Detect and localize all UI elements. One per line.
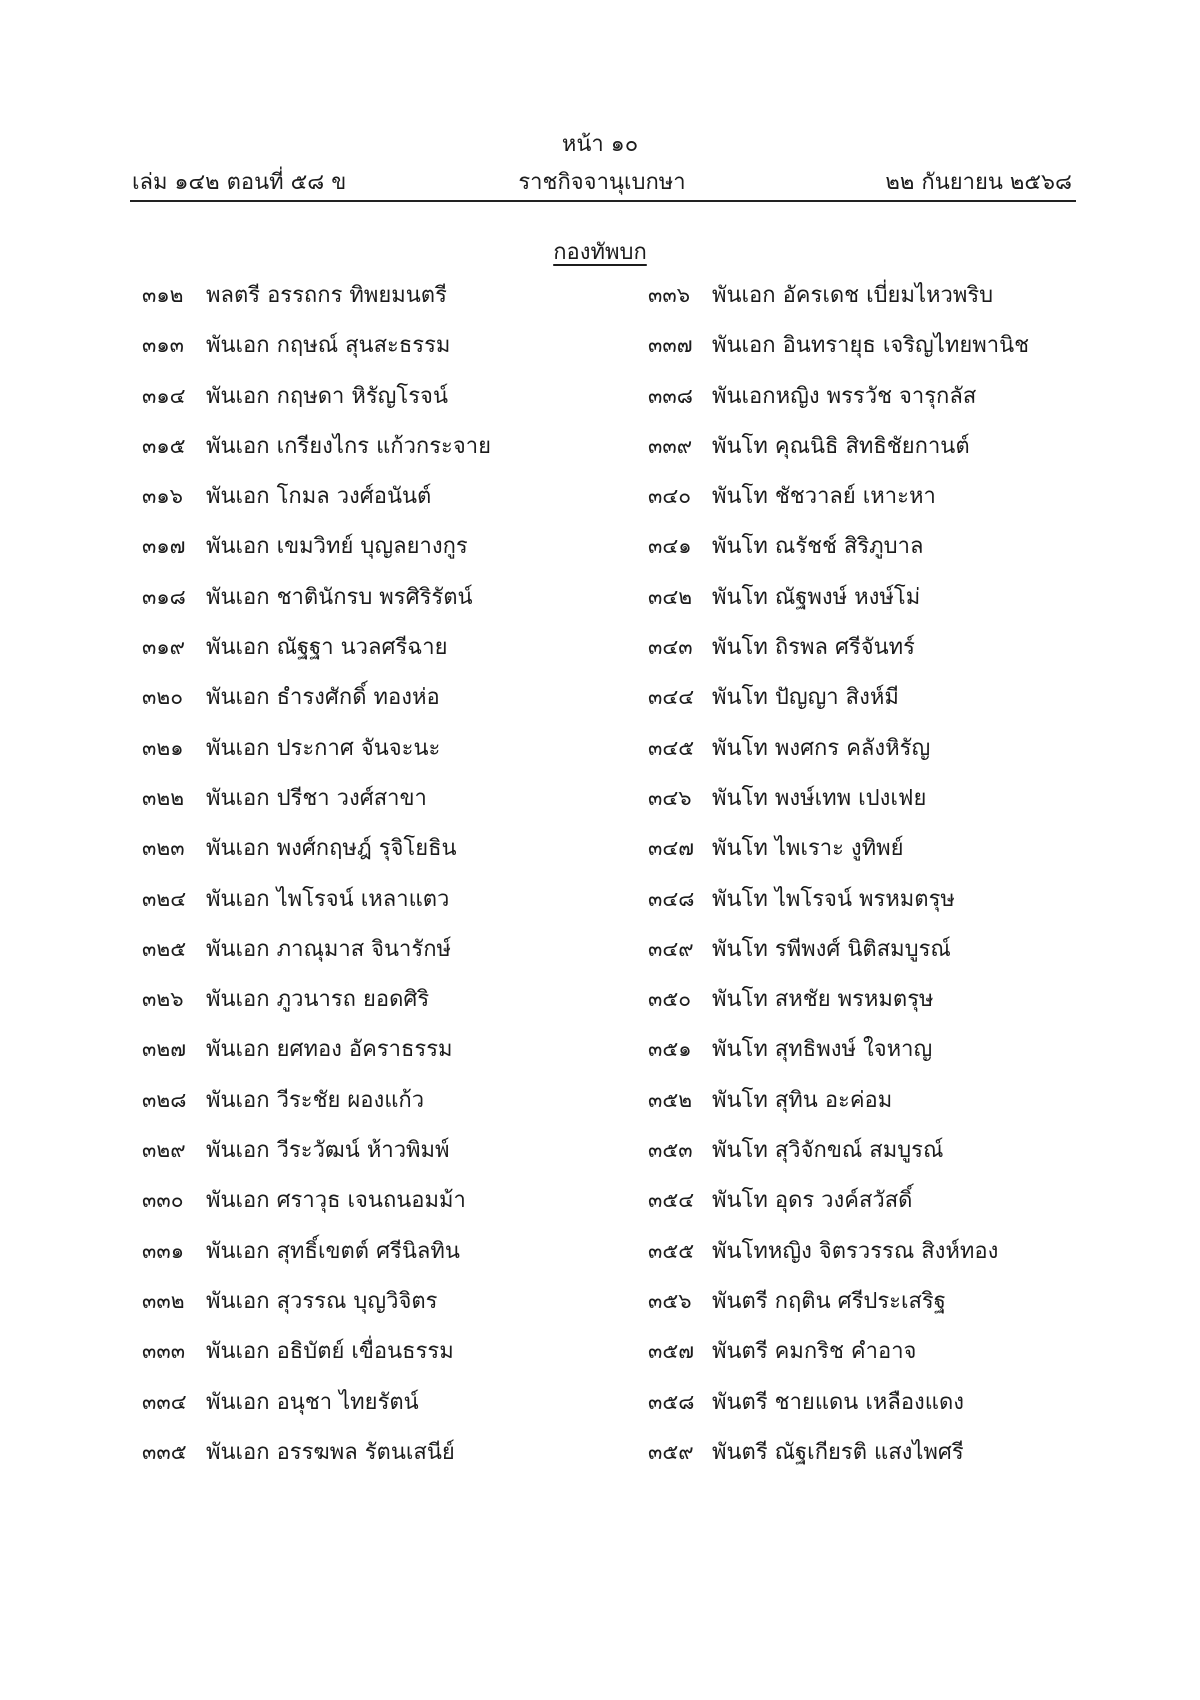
person-name: พันตรี ชายแดน เหลืองแดง [712,1389,964,1415]
item-number: ๓๕๗ [648,1339,695,1364]
gazette-header [132,164,1072,198]
list-item [142,1133,602,1183]
item-number: ๓๕๑ [648,1037,692,1062]
person-name: พันเอก ณัฐฐา นวลศรีฉาย [206,635,448,661]
item-number: ๓๔๑ [648,534,692,559]
person-name: พันตรี ณัฐเกียรติ แสงไพศรี [712,1439,964,1465]
person-name: พันโท พงศกร คลังหิรัญ [712,735,931,761]
person-name: พันเอก พงศ์กฤษฎ์ รุจิโยธิน [206,836,457,862]
person-name: พันเอก ไพโรจน์ เหลาแตว [206,886,450,912]
list-item [648,1183,1088,1233]
item-number: ๓๔๗ [648,836,695,861]
person-name: พันเอก วีระวัฒน์ ห้าวพิมพ์ [206,1138,450,1164]
person-name: พันเอก สุทธิ์เขตต์ ศรีนิลทิน [206,1238,460,1264]
list-item [142,580,602,630]
list-item [648,831,1088,881]
item-number: ๓๕๘ [648,1389,695,1414]
item-number: ๓๕๒ [648,1087,693,1112]
list-item [648,982,1088,1032]
person-name: พันโท ปัญญา สิงห์มี [712,685,899,711]
person-name: พันเอก เกรียงไกร แก้วกระจาย [206,433,492,459]
person-name: พันเอก ธำรงศักดิ์ ทองห่อ [206,685,440,711]
item-number: ๓๒๖ [142,987,184,1012]
person-name: พันเอก ศราวุธ เจนถนอมม้า [206,1188,466,1214]
list-item [142,680,602,730]
person-name: พันโท สุทธิพงษ์ ใจหาญ [712,1037,933,1063]
item-number: ๓๕๙ [648,1439,694,1464]
list-item [142,1334,602,1384]
list-item [142,529,602,579]
list-item [142,1234,602,1284]
name-list-right [648,278,1088,1485]
list-item [648,731,1088,781]
person-name: พันโท สหชัย พรหมตรุษ [712,987,934,1013]
list-item [142,328,602,378]
item-number: ๓๒๕ [142,936,187,961]
list-item [142,781,602,831]
person-name: พันตรี กฤติน ศรีประเสริฐ [712,1288,946,1314]
list-item [648,1435,1088,1485]
item-number: ๓๓๑ [142,1238,185,1263]
name-list-left [142,278,602,1485]
item-number: ๓๔๔ [648,685,695,710]
list-item [648,278,1088,328]
list-item [648,429,1088,479]
item-number: ๓๒๙ [142,1138,186,1163]
list-item [142,278,602,328]
item-number: ๓๓๒ [142,1288,185,1313]
item-number: ๓๓๘ [648,383,693,408]
person-name: พันตรี คมกริช คำอาจ [712,1339,917,1365]
person-name: พันเอก สุวรรณ บุญวิจิตร [206,1288,438,1314]
person-name: พันเอก กฤษณ์ สุนสะธรรม [206,333,451,359]
item-number: ๓๔๘ [648,886,695,911]
item-number: ๓๕๕ [648,1238,695,1263]
list-item [142,379,602,429]
person-name: พันเอก โกมล วงศ์อนันต์ [206,484,432,510]
item-number: ๓๔๖ [648,785,692,810]
person-name: พันเอก อธิบัตย์ เขื่อนธรรม [206,1339,454,1365]
person-name: พันเอก ภูวนารถ ยอดศิริ [206,987,430,1013]
person-name: พันโท ไพเราะ งูทิพย์ [712,836,904,862]
person-name: พันเอก วีระชัย ผองแก้ว [206,1087,425,1113]
list-item [648,479,1088,529]
list-item [648,1234,1088,1284]
item-number: ๓๓๓ [142,1339,186,1364]
gazette-title: ราชกิจจานุเบกษา [518,170,686,195]
list-item [142,630,602,680]
item-number: ๓๒๗ [142,1037,186,1062]
person-name: พันเอก กฤษดา หิรัญโรจน์ [206,383,448,409]
person-name: พันโท สุทิน อะค่อม [712,1087,893,1113]
item-number: ๓๒๐ [142,685,184,710]
person-name: พันโท ไพโรจน์ พรหมตรุษ [712,886,955,912]
person-name: พันเอก ภาณุมาส จินารักษ์ [206,936,452,962]
person-name: พันโท พงษ์เทพ เปงเฟย [712,785,927,811]
item-number: ๓๕๔ [648,1188,695,1213]
list-item [648,1385,1088,1435]
list-item [142,1083,602,1133]
list-item [648,1083,1088,1133]
list-item [648,1334,1088,1384]
person-name: พันเอก อรรฆพล รัตนเสนีย์ [206,1439,455,1465]
item-number: ๓๓๖ [648,283,691,307]
item-number: ๓๓๔ [142,1389,187,1414]
item-number: ๓๒๘ [142,1087,187,1112]
list-item [142,429,602,479]
item-number: ๓๕๓ [648,1138,693,1163]
list-item [648,1032,1088,1082]
person-name: พันโท ชัชวาลย์ เหาะหา [712,484,936,510]
person-name: พันโท ณรัชช์ สิริภูบาล [712,534,924,560]
item-number: ๓๔๒ [648,584,693,609]
person-name: พันเอก ยศทอง อัคราธรรม [206,1037,453,1063]
person-name: พันโท คุณนิธิ สิทธิชัยกานต์ [712,433,970,459]
person-name: พันเอก อินทรายุธ เจริญไทยพานิช [712,333,1030,359]
item-number: ๓๑๙ [142,635,186,660]
person-name: พลตรี อรรถกร ทิพยมนตรี [206,283,447,308]
person-name: พันเอก เขมวิทย์ บุญลยางกูร [206,534,468,560]
item-number: ๓๓๕ [142,1439,187,1464]
item-number: ๓๑๔ [142,383,186,408]
item-number: ๓๑๗ [142,534,186,559]
list-item [142,1183,602,1233]
list-item [648,882,1088,932]
list-item [648,932,1088,982]
list-item [648,379,1088,429]
volume-issue: เล่ม ๑๔๒ ตอนที่ ๕๘ ข [132,170,347,195]
item-number: ๓๔๕ [648,735,695,760]
item-number: ๓๓๙ [648,433,693,458]
person-name: พันโทหญิง จิตรวรรณ สิงห์ทอง [712,1238,999,1264]
list-item [648,529,1088,579]
person-name: พันเอก อนุชา ไทยรัตน์ [206,1389,419,1415]
person-name: พันเอก ปรีชา วงศ์สาขา [206,785,427,811]
item-number: ๓๑๒ [142,283,184,307]
item-number: ๓๔๙ [648,936,694,961]
list-item [648,1133,1088,1183]
list-item [142,1385,602,1435]
item-number: ๓๕๖ [648,1288,692,1313]
item-number: ๓๔๓ [648,635,693,660]
publication-date: ๒๒ กันยายน ๒๕๖๘ [885,170,1072,195]
item-number: ๓๕๐ [648,987,692,1012]
person-name: พันโท สุวิจักขณ์ สมบูรณ์ [712,1138,944,1164]
list-item [142,1284,602,1334]
list-item [142,831,602,881]
person-name: พันเอก อัครเดช เบี่ยมไหวพริบ [712,283,994,308]
list-item [648,680,1088,730]
list-item [648,580,1088,630]
list-item [142,731,602,781]
list-item [648,1284,1088,1334]
list-item [142,932,602,982]
item-number: ๓๑๕ [142,433,186,458]
person-name: พันเอก ชาตินักรบ พรศิริรัตน์ [206,584,473,610]
person-name: พันโท รพีพงศ์ นิติสมบูรณ์ [712,936,951,962]
list-item [142,479,602,529]
item-number: ๓๑๖ [142,484,184,509]
list-item [142,1032,602,1082]
list-item [142,882,602,932]
item-number: ๓๒๑ [142,735,184,760]
list-item [142,982,602,1032]
person-name: พันเอกหญิง พรรวัช จารุกลัส [712,383,977,409]
item-number: ๓๓๐ [142,1188,184,1213]
list-item [648,781,1088,831]
header-divider [130,200,1076,202]
list-item [142,1435,602,1485]
section-title: กองทัพบก [553,240,647,265]
person-name: พันโท อุดร วงค์สวัสดิ์ [712,1188,913,1214]
item-number: ๓๒๒ [142,785,185,810]
item-number: ๓๒๔ [142,886,187,911]
item-number: ๓๓๗ [648,333,693,358]
list-item [648,328,1088,378]
person-name: พันเอก ประกาศ จันจะนะ [206,735,441,761]
item-number: ๓๒๓ [142,836,185,861]
person-name: พันโท ถิรพล ศรีจันทร์ [712,635,915,661]
item-number: ๓๔๐ [648,484,692,509]
list-item [648,630,1088,680]
item-number: ๓๑๘ [142,584,186,609]
item-number: ๓๑๓ [142,333,185,358]
page-number: หน้า ๑๐ [561,132,639,157]
person-name: พันโท ณัฐพงษ์ หงษ์โม่ [712,584,921,610]
